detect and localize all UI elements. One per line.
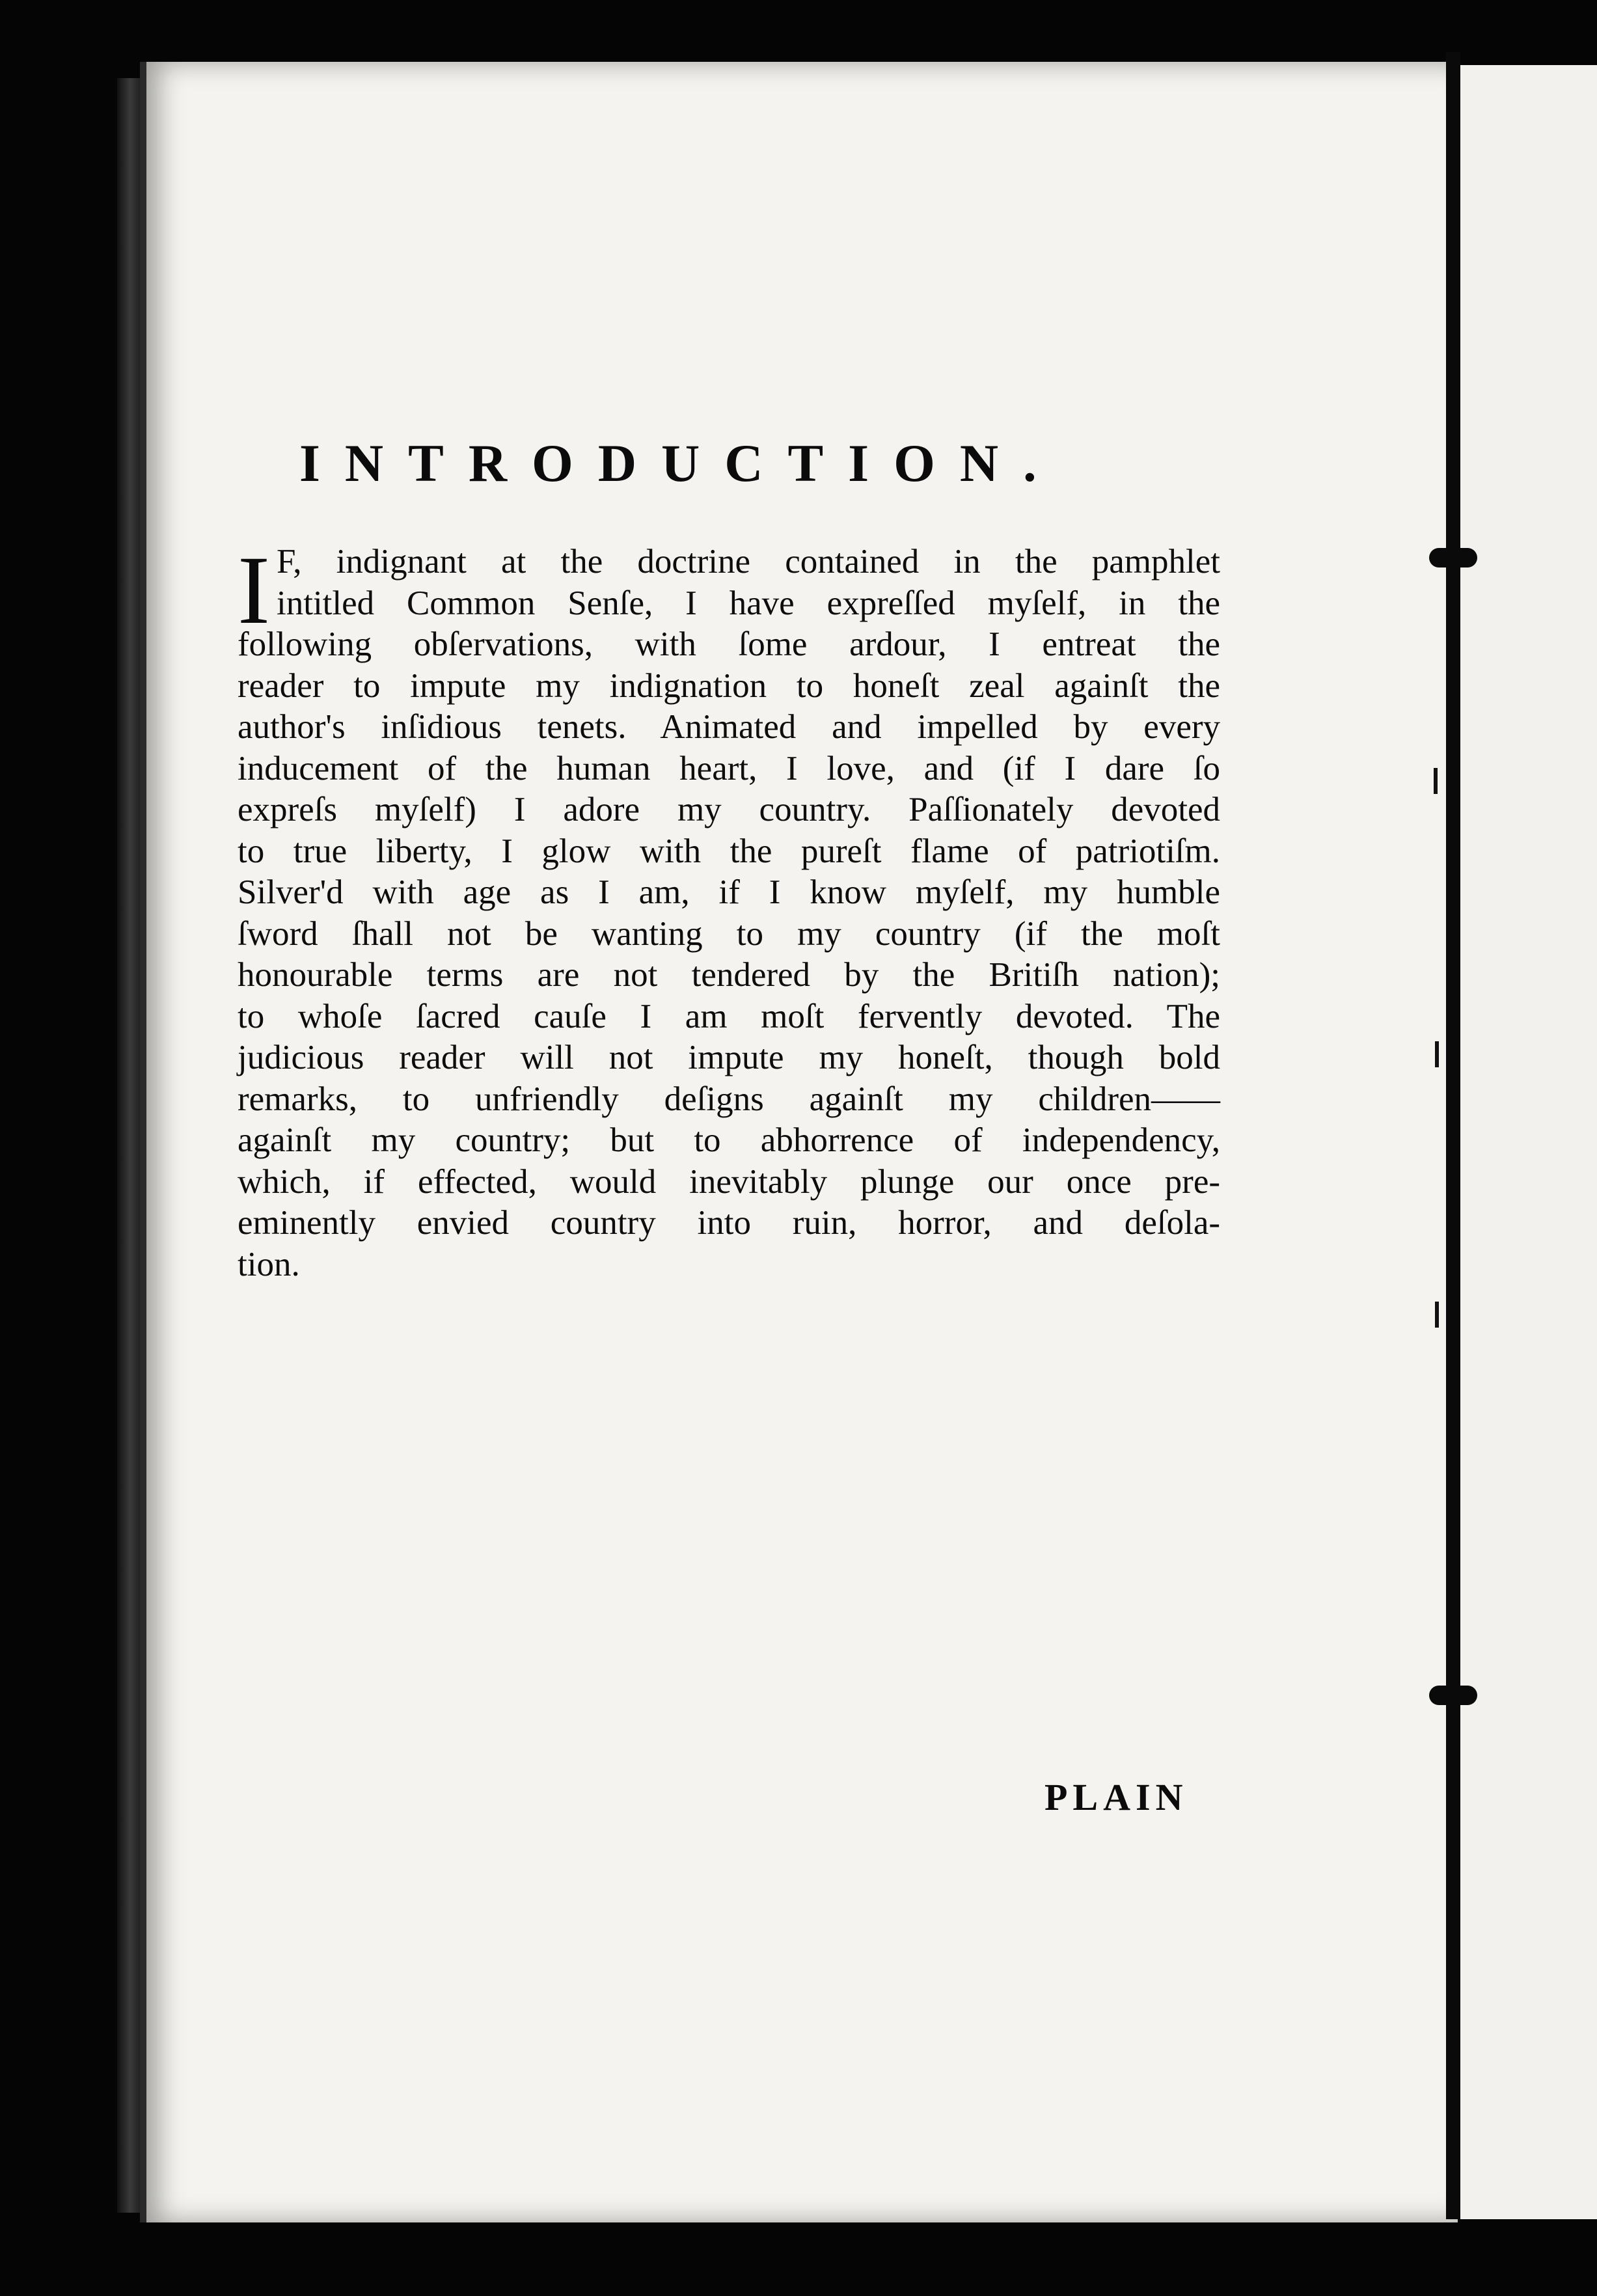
catchword: PLAIN [1044, 1776, 1188, 1818]
text-line: to whoſe ſacred cauſe I am moſt fervently devoted. The [238, 997, 1220, 1035]
text-line: expreſs myſelf) I adore my country. Paſſionately devoted [238, 791, 1220, 828]
text-line: remarks, to unfriendly deſigns againſt my children—— [238, 1080, 1220, 1118]
facing-page-edge [1460, 65, 1597, 2219]
text-line: F, indignant at the doctrine contained in the pamphlet [277, 543, 1220, 581]
text-line: intitled Common Senſe, I have expreſſed myſelf, in the [277, 584, 1220, 622]
binding-stitch [1429, 548, 1477, 567]
text-line: author's inſidious tenets. Animated and impelled by every [238, 708, 1220, 746]
text-line: reader to impute my indignation to honeſt zeal againſt the [238, 666, 1220, 705]
text-line: tion. [238, 1245, 300, 1283]
drop-cap: I [238, 536, 270, 644]
margin-mark [1434, 768, 1438, 794]
text-line: againſt my country; but to abhorrence of independency, [238, 1121, 1220, 1159]
margin-mark [1435, 1302, 1439, 1328]
text-line: honourable terms are not tendered by the Britiſh nation); [238, 956, 1220, 994]
margin-mark [1435, 1041, 1439, 1067]
page-heading: INTRODUCTION. [299, 433, 1061, 493]
text-line: judicious reader will not impute my honeſt, though bold [238, 1039, 1220, 1076]
page-edge [117, 78, 143, 2213]
introduction-paragraph [238, 536, 1220, 1285]
text-line: eminently envied country into ruin, horror, and deſola- [238, 1204, 1220, 1242]
text-line: following obſervations, with ſome ardour, I entreat the [238, 625, 1220, 663]
binding-spine [1446, 52, 1460, 2219]
text-line: inducement of the human heart, I love, and (if I dare ſo [238, 749, 1220, 787]
text-line: Silver'd with age as I am, if I know myſelf, my humble [238, 873, 1220, 911]
text-line: which, if effected, would inevitably plunge our once pre- [238, 1162, 1220, 1201]
binding-stitch [1429, 1686, 1477, 1705]
text-line: to true liberty, I glow with the pureſt flame of patriotiſm. [238, 832, 1220, 870]
scan-border [0, 2222, 1597, 2296]
text-line: ſword ſhall not be wanting to my country (if the moſt [238, 914, 1220, 953]
